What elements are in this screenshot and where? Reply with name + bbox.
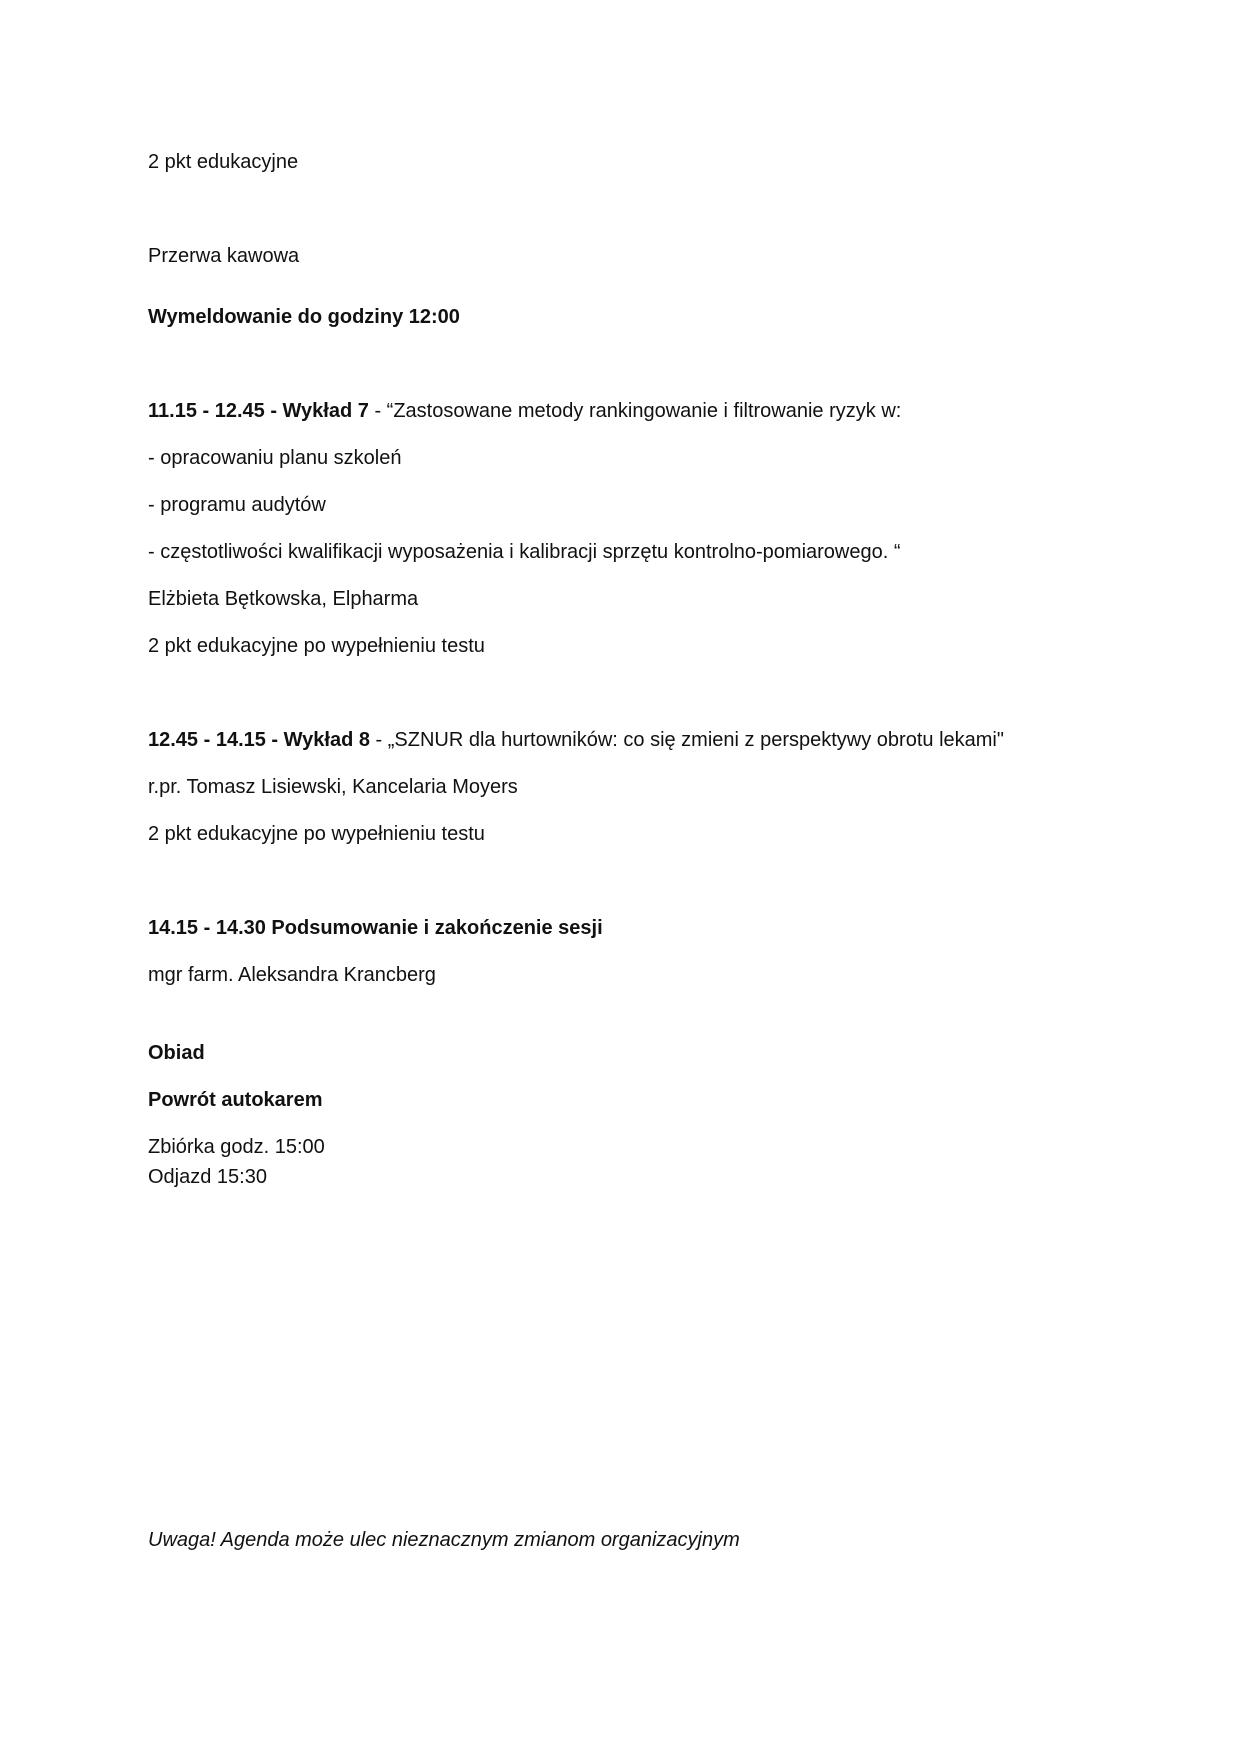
lecture7-title: - “Zastosowane metody rankingowanie i filtrowanie ryzyk w:	[368, 400, 902, 422]
bus-departure-time: Odjazd 15:30	[148, 1166, 267, 1188]
bus-return-title: Powrót autokarem	[148, 1089, 323, 1111]
checkout-notice: Wymeldowanie do godziny 12:00	[148, 306, 460, 328]
lecture8-points: 2 pkt edukacyjne po wypełnieniu testu	[148, 823, 485, 845]
lecture8-speaker: r.pr. Tomasz Lisiewski, Kancelaria Moyers	[148, 776, 518, 798]
lecture7-speaker: Elżbieta Bętkowska, Elpharma	[148, 588, 419, 610]
agenda-change-note: Uwaga! Agenda może ulec nieznacznym zmianom organizacyjnym	[148, 1529, 740, 1551]
lecture7-item: - częstotliwości kwalifikacji wyposażenia i kalibracji sprzętu kontrolno-pomiarowego. “	[148, 541, 901, 563]
top-points: 2 pkt edukacyjne	[148, 151, 299, 173]
lecture8-time-label: 12.45 - 14.15 - Wykład 8	[148, 729, 370, 751]
closing-title: 14.15 - 14.30 Podsumowanie i zakończenie sesji	[148, 917, 603, 939]
lecture8-title: - „SZNUR dla hurtowników: co się zmieni z perspektywy obrotu lekami"	[369, 729, 1004, 751]
lunch: Obiad	[148, 1042, 205, 1064]
closing-speaker: mgr farm. Aleksandra Krancberg	[148, 964, 436, 986]
lecture7-item: - programu audytów	[148, 494, 326, 516]
lecture8-heading	[148, 728, 1004, 752]
lecture7-heading	[148, 399, 901, 423]
coffee-break: Przerwa kawowa	[148, 245, 300, 267]
bus-gathering-time: Zbiórka godz. 15:00	[148, 1136, 325, 1158]
lecture7-points: 2 pkt edukacyjne po wypełnieniu testu	[148, 635, 485, 657]
lecture7-item: - opracowaniu planu szkoleń	[148, 447, 402, 469]
lecture7-time-label: 11.15 - 12.45 - Wykład 7	[148, 400, 369, 422]
